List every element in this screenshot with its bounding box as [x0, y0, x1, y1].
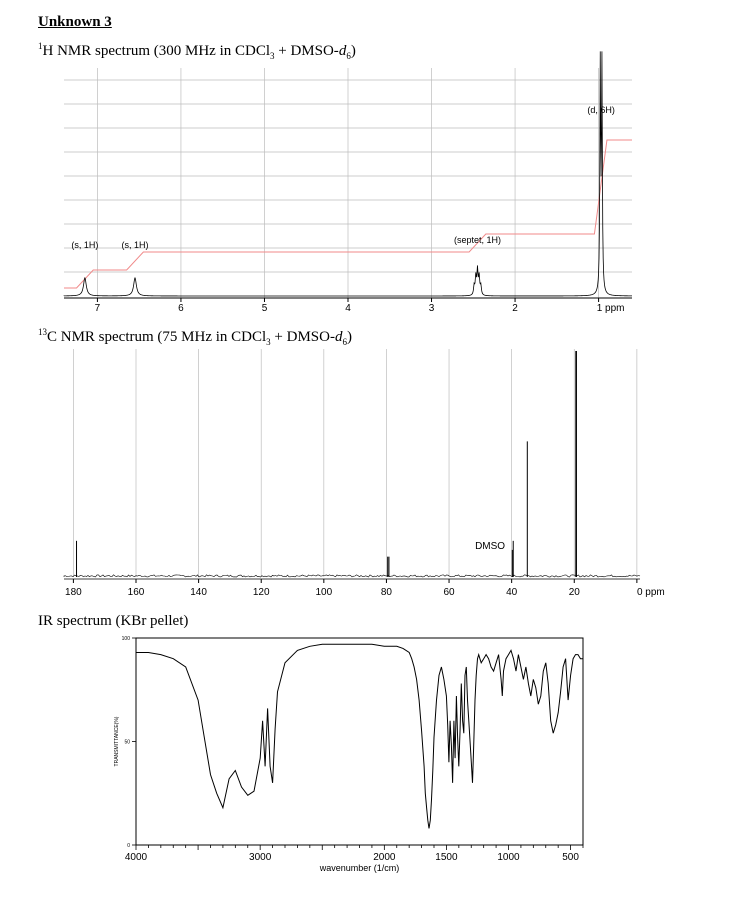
h-nmr-peak-annotation: (s, 1H) — [71, 240, 99, 250]
c-nmr-x-tick-label: 60 — [443, 587, 455, 598]
ir-caption: IR spectrum (KBr pellet) — [38, 613, 189, 629]
c-nmr-x-tick-label: 100 — [315, 587, 333, 598]
c-nmr-x-tick-label: 20 — [568, 587, 580, 598]
c-nmr-x-tick-label: 40 — [506, 587, 518, 598]
h-nmr-caption-end: ) — [350, 43, 356, 59]
ir-x-tick-label: 4000 — [124, 852, 148, 863]
ir-y-tick-label: 50 — [124, 739, 130, 746]
ir-y-tick-label: 100 — [121, 636, 130, 642]
c-nmr-caption-sub6: 6 — [342, 337, 347, 347]
c-nmr-x-tick-label: 180 — [65, 587, 82, 598]
h-nmr-peak-annotation: (d, 6H) — [587, 105, 615, 115]
h-nmr-x-tick-label: 2 — [512, 303, 518, 314]
h-nmr-x-tick-label: 6 — [178, 303, 184, 314]
h-nmr-caption — [38, 41, 356, 61]
c-nmr-x-tick-label: 0 ppm — [636, 587, 665, 598]
h-nmr-x-tick-label: 1 ppm — [596, 303, 625, 314]
h-nmr-spectrum — [0, 60, 731, 320]
c-nmr-caption-main: C NMR spectrum (75 MHz in CDCl — [47, 329, 267, 345]
c-nmr-peak-annotation: DMSO — [475, 541, 506, 552]
h-nmr-caption-mid: + DMSO- — [274, 43, 339, 59]
ir-x-tick-label: 3000 — [249, 852, 272, 863]
c-nmr-spectrum — [0, 345, 731, 607]
c-nmr-caption-italic: d — [334, 329, 343, 345]
c-nmr-caption — [38, 327, 352, 347]
page-title: Unknown 3 — [38, 14, 112, 30]
c-nmr-x-tick-label: 120 — [252, 587, 270, 598]
h-nmr-caption-italic: d — [338, 43, 347, 59]
c-nmr-baseline — [64, 575, 640, 577]
c-nmr-x-tick-label: 140 — [190, 587, 207, 598]
c-nmr-caption-sub3: 3 — [266, 337, 271, 347]
h-nmr-caption-main: H NMR spectrum (300 MHz in CDCl — [42, 43, 270, 59]
h-nmr-caption-isotope: 1 — [38, 41, 43, 51]
c-nmr-caption-isotope: 13 — [38, 327, 47, 337]
h-nmr-x-tick-label: 7 — [94, 303, 101, 314]
ir-x-tick-label: 1000 — [497, 852, 520, 863]
h-nmr-caption-sub6: 6 — [346, 51, 351, 61]
h-nmr-x-tick-label: 4 — [345, 303, 351, 314]
ir-y-axis-label: TRANSMITTANCE(%) — [114, 716, 120, 767]
c-nmr-x-tick-label: 80 — [380, 587, 392, 598]
h-nmr-x-tick-label: 3 — [428, 303, 435, 314]
c-nmr-x-tick-label: 160 — [127, 587, 145, 598]
h-nmr-peak-annotation: (s, 1H) — [121, 240, 149, 250]
h-nmr-x-tick-label: 5 — [261, 303, 268, 314]
c-nmr-caption-mid: + DMSO- — [270, 329, 335, 345]
ir-x-axis-label: wavenumber (1/cm) — [319, 863, 400, 873]
ir-x-tick-label: 500 — [562, 852, 579, 863]
ir-x-tick-label: 1500 — [435, 852, 458, 863]
ir-x-tick-label: 2000 — [373, 852, 396, 863]
c-nmr-caption-end: ) — [346, 329, 352, 345]
ir-y-tick-label: 0 — [127, 843, 130, 849]
h-nmr-peak-annotation: (septet, 1H) — [453, 235, 501, 245]
ir-spectrum-trace — [136, 644, 583, 828]
h-nmr-caption-sub3: 3 — [270, 51, 275, 61]
ir-spectrum — [0, 632, 731, 877]
